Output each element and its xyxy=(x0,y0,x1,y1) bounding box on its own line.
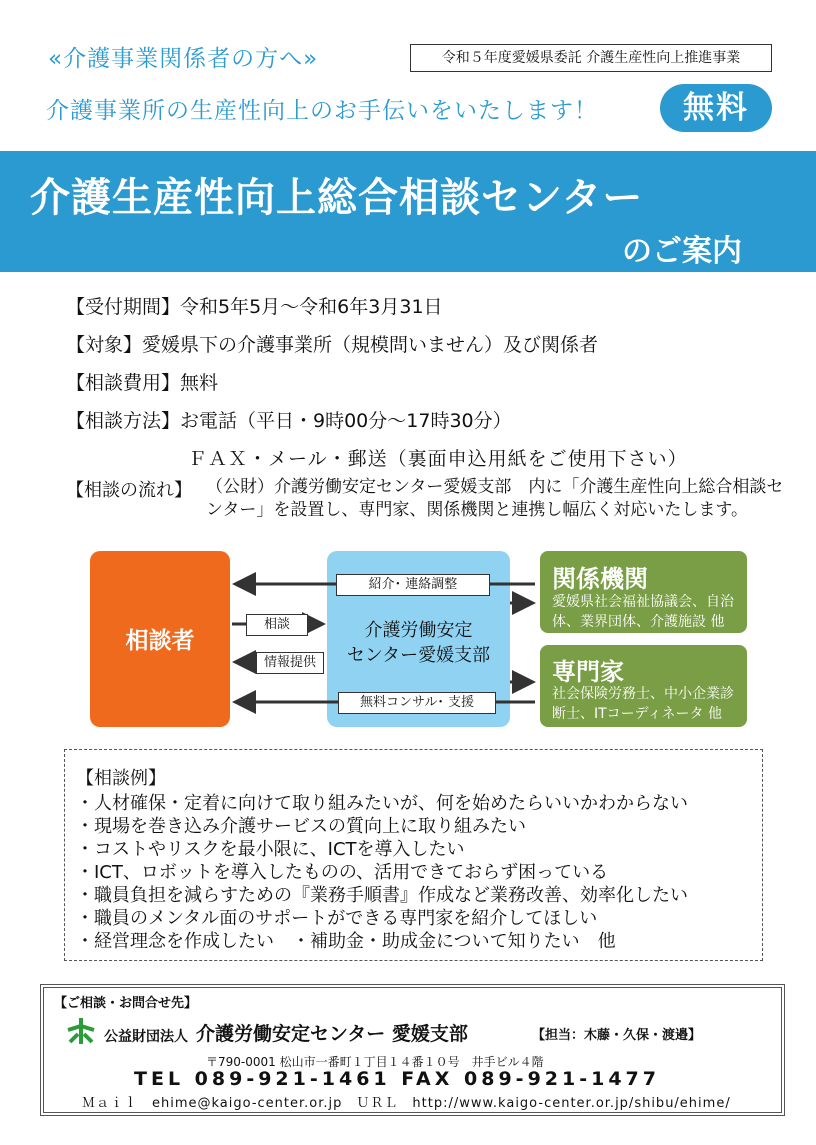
page-subtitle: のご案内 xyxy=(622,234,742,269)
contact-heading: 【ご相談・お問合せ先】 xyxy=(54,996,198,1011)
address: 〒790-0001 松山市一番町１丁目１４番１０号 井手ビル４階 xyxy=(206,1055,544,1069)
organization-logo-icon xyxy=(64,1016,98,1046)
example-item: ・ICT、ロボットを導入したものの、活用できておらず困っている xyxy=(76,862,609,883)
example-item: ・職員負担を減らすための『業務手順書』作成など業務改善、効率化したい xyxy=(76,885,688,906)
info-provide-label: 情報提供 xyxy=(256,652,324,674)
example-item: ・現場を巻き込み介護サービスの質向上に取り組みたい xyxy=(76,816,526,837)
consult-label: 相談 xyxy=(246,614,308,636)
info-flow-label: 【相談の流れ】 xyxy=(66,480,192,501)
example-item: ・コストやリスクを最小限に、ICTを導入したい xyxy=(76,839,465,860)
org-type: 公益財団法人 xyxy=(104,1029,188,1045)
free-badge: 無料 xyxy=(660,84,772,132)
referral-label: 紹介･ 連絡調整 xyxy=(336,574,490,596)
agencies-text: 愛媛県社会福祉協議会、自治体、業界団体、介護施設 他 xyxy=(552,594,734,630)
example-item: ・経営理念を作成したい ・補助金・助成金について知りたい 他 xyxy=(76,931,616,952)
org-name: 介護労働安定センター 愛媛支部 xyxy=(196,1023,468,1045)
agencies-title: 関係機関 xyxy=(552,565,648,593)
info-fee: 【相談費用】無料 xyxy=(66,372,219,394)
mail-url: Ｍａｉｌ ehime@kaigo-center.or.jp ＵＲＬ http://www.kaigo-center.or.jp/shibu/ehime/ xyxy=(82,1096,731,1111)
free-consult-label: 無料コンサル･ 支援 xyxy=(338,692,496,714)
info-target: 【対象】愛媛県下の介護事業所（規模問いません）及び関係者 xyxy=(66,334,599,356)
center-label-line1: 介護労働安定 xyxy=(364,620,473,641)
info-period: 【受付期間】令和5年5月～令和6年3月31日 xyxy=(66,296,443,318)
audience-heading: «介護事業関係者の方へ» xyxy=(48,46,319,72)
info-method: 【相談方法】お電話（平日・9時00分～17時30分） xyxy=(66,410,512,432)
info-flow-text: （公財）介護労働安定センター愛媛支部 内に「介護生産性向上総合相談センター」を設置し、専門家、関係機関と連携し幅広く対応いたします。 xyxy=(206,477,784,520)
center-label-line2: センター愛媛支部 xyxy=(346,645,491,666)
example-item: ・職員のメンタル面のサポートができる専門家を紹介してほしい xyxy=(76,908,598,929)
info-method-alt: ＦＡＸ・メール・郵送（裏面申込用紙をご使用下さい） xyxy=(188,448,688,470)
staff-names: 【担当：木藤・久保・渡邉】 xyxy=(532,1028,702,1043)
commission-label: 令和５年度愛媛県委託 介護生産性向上推進事業 xyxy=(410,44,772,72)
consultant-label: 相談者 xyxy=(125,628,195,654)
example-item: ・人材確保・定着に向けて取り組みたいが、何を始めたらいいかわからない xyxy=(76,793,688,814)
tagline: 介護事業所の生産性向上のお手伝いをいたします！ xyxy=(46,98,598,124)
page-title: 介護生産性向上総合相談センター xyxy=(30,175,644,221)
tel-fax: TEL 089-921-1461 FAX 089-921-1477 xyxy=(134,1068,660,1090)
experts-title: 専門家 xyxy=(552,658,624,686)
experts-text: 社会保険労務士、中小企業診断士、ITコーディネータ 他 xyxy=(552,686,734,722)
examples-heading: 【相談例】 xyxy=(76,768,166,789)
